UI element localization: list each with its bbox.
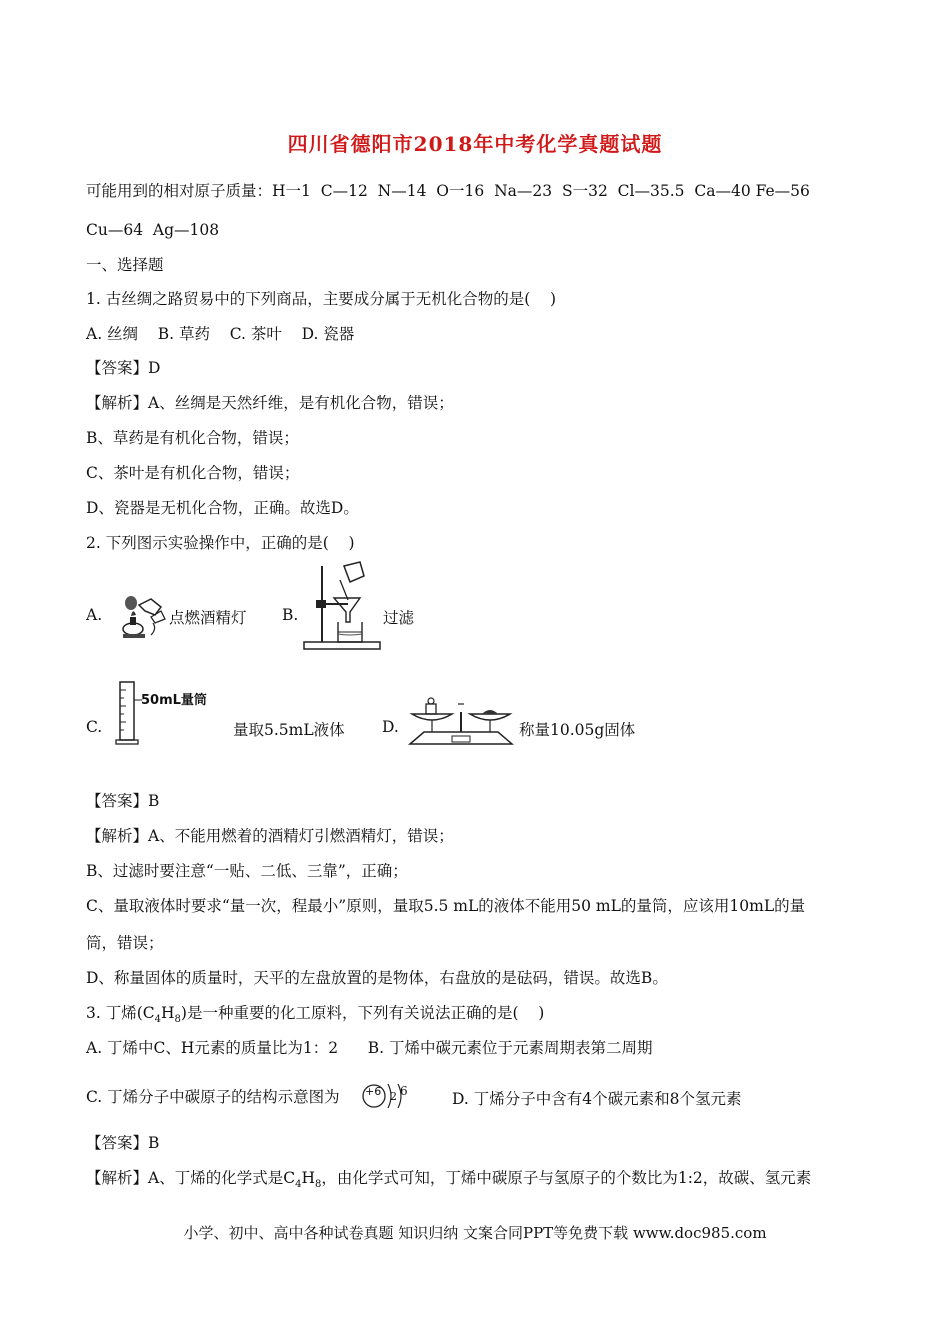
- alcohol-lamp-figure: [117, 593, 169, 639]
- shell-1-electrons: 2: [390, 1090, 397, 1103]
- q2-option-c-text: 量取5.5mL液体: [233, 721, 345, 739]
- q2-answer: 【答案】B: [86, 792, 160, 810]
- q2-analysis-line: 【解析】A、不能用燃着的酒精灯引燃酒精灯，错误；: [86, 827, 454, 845]
- balance-scale-figure: [402, 692, 520, 748]
- q1-stem: 1. 古丝绸之路贸易中的下列商品，主要成分属于无机化合物的是( ): [86, 290, 557, 308]
- section-heading: 一、选择题: [86, 256, 164, 274]
- q2-analysis-line: 筒，错误；: [86, 934, 164, 952]
- q2-option-a-text: 点燃酒精灯: [169, 609, 247, 627]
- q2-analysis-line: B、过滤时要注意“一贴、二低、三靠”，正确；: [86, 862, 408, 880]
- page-title: 四川省德阳市2018年中考化学真题试题: [287, 132, 663, 156]
- q2-analysis-line: C、量取液体时要求“量一次，程最小”原则，量取5.5 mL的液体不能用50 mL的量筒，应该用10mL的量: [86, 897, 806, 915]
- q3-stem: 3. 丁烯$(C_4H_8)$是一种重要的化工原料，下列有关说法正确的是( ): [86, 1004, 545, 1026]
- q1-analysis-line: B、草药是有机化合物，错误；: [86, 429, 299, 447]
- measuring-cylinder-figure: [112, 680, 142, 746]
- q1-analysis-line: C、茶叶是有机化合物，错误；: [86, 464, 300, 482]
- q1-analysis-line: 【解析】A、丝绸是天然纤维，是有机化合物，错误；: [86, 394, 454, 412]
- atomic-mass-line-1: 可能用到的相对原子质量：H一1 C—12 N—14 O一16 Na—23 S一32 Cl—35.5 Ca—40 Fe—56: [86, 182, 810, 200]
- q3-analysis-line: 【解析】A、丁烯的化学式是$C_4H_8$，由化学式可知，丁烯中碳原子与氢原子的个数比为1:2，故碳、氢元素: [86, 1169, 812, 1191]
- q2-option-d-text: 称量10.05g固体: [519, 721, 636, 739]
- q1-answer: 【答案】D: [86, 359, 161, 377]
- q3-answer: 【答案】B: [86, 1134, 160, 1152]
- q3-options-ab: A. 丁烯中C、H元素的质量比为1：2 B. 丁烯中碳元素位于元素周期表第二周期: [86, 1039, 653, 1057]
- atomic-mass-line-2: Cu—64 Ag—108: [86, 221, 220, 239]
- filtration-figure: [300, 560, 382, 655]
- q1-options: A. 丝绸 B. 草药 C. 茶叶 D. 瓷器: [86, 325, 355, 343]
- q1-analysis-line: D、瓷器是无机化合物，正确。故选D。: [86, 499, 359, 517]
- q2-option-b-text: 过滤: [383, 609, 415, 627]
- q3-option-c: C. 丁烯分子中碳原子的结构示意图为: [86, 1088, 340, 1106]
- shell-2-electrons: 6: [400, 1084, 408, 1098]
- nucleus-charge: +6: [365, 1085, 382, 1098]
- q2-option-d-letter: D.: [382, 718, 399, 736]
- page-footer: 小学、初中、高中各种试卷真题 知识归纳 文案合同PPT等免费下载 www.doc985.com: [183, 1224, 767, 1242]
- q2-option-b-letter: B.: [282, 606, 299, 624]
- q3-option-d: D. 丁烯分子中含有4个碳元素和8个氢元素: [452, 1090, 742, 1108]
- cylinder-label: 50mL量筒: [141, 693, 207, 708]
- q2-stem: 2. 下列图示实验操作中，正确的是( ): [86, 534, 355, 552]
- q2-option-a-letter: A.: [86, 606, 103, 624]
- q2-option-c-letter: C.: [86, 718, 103, 736]
- q2-analysis-line: D、称量固体的质量时，天平的左盘放置的是物体，右盘放的是砝码，错误。故选B。: [86, 969, 668, 987]
